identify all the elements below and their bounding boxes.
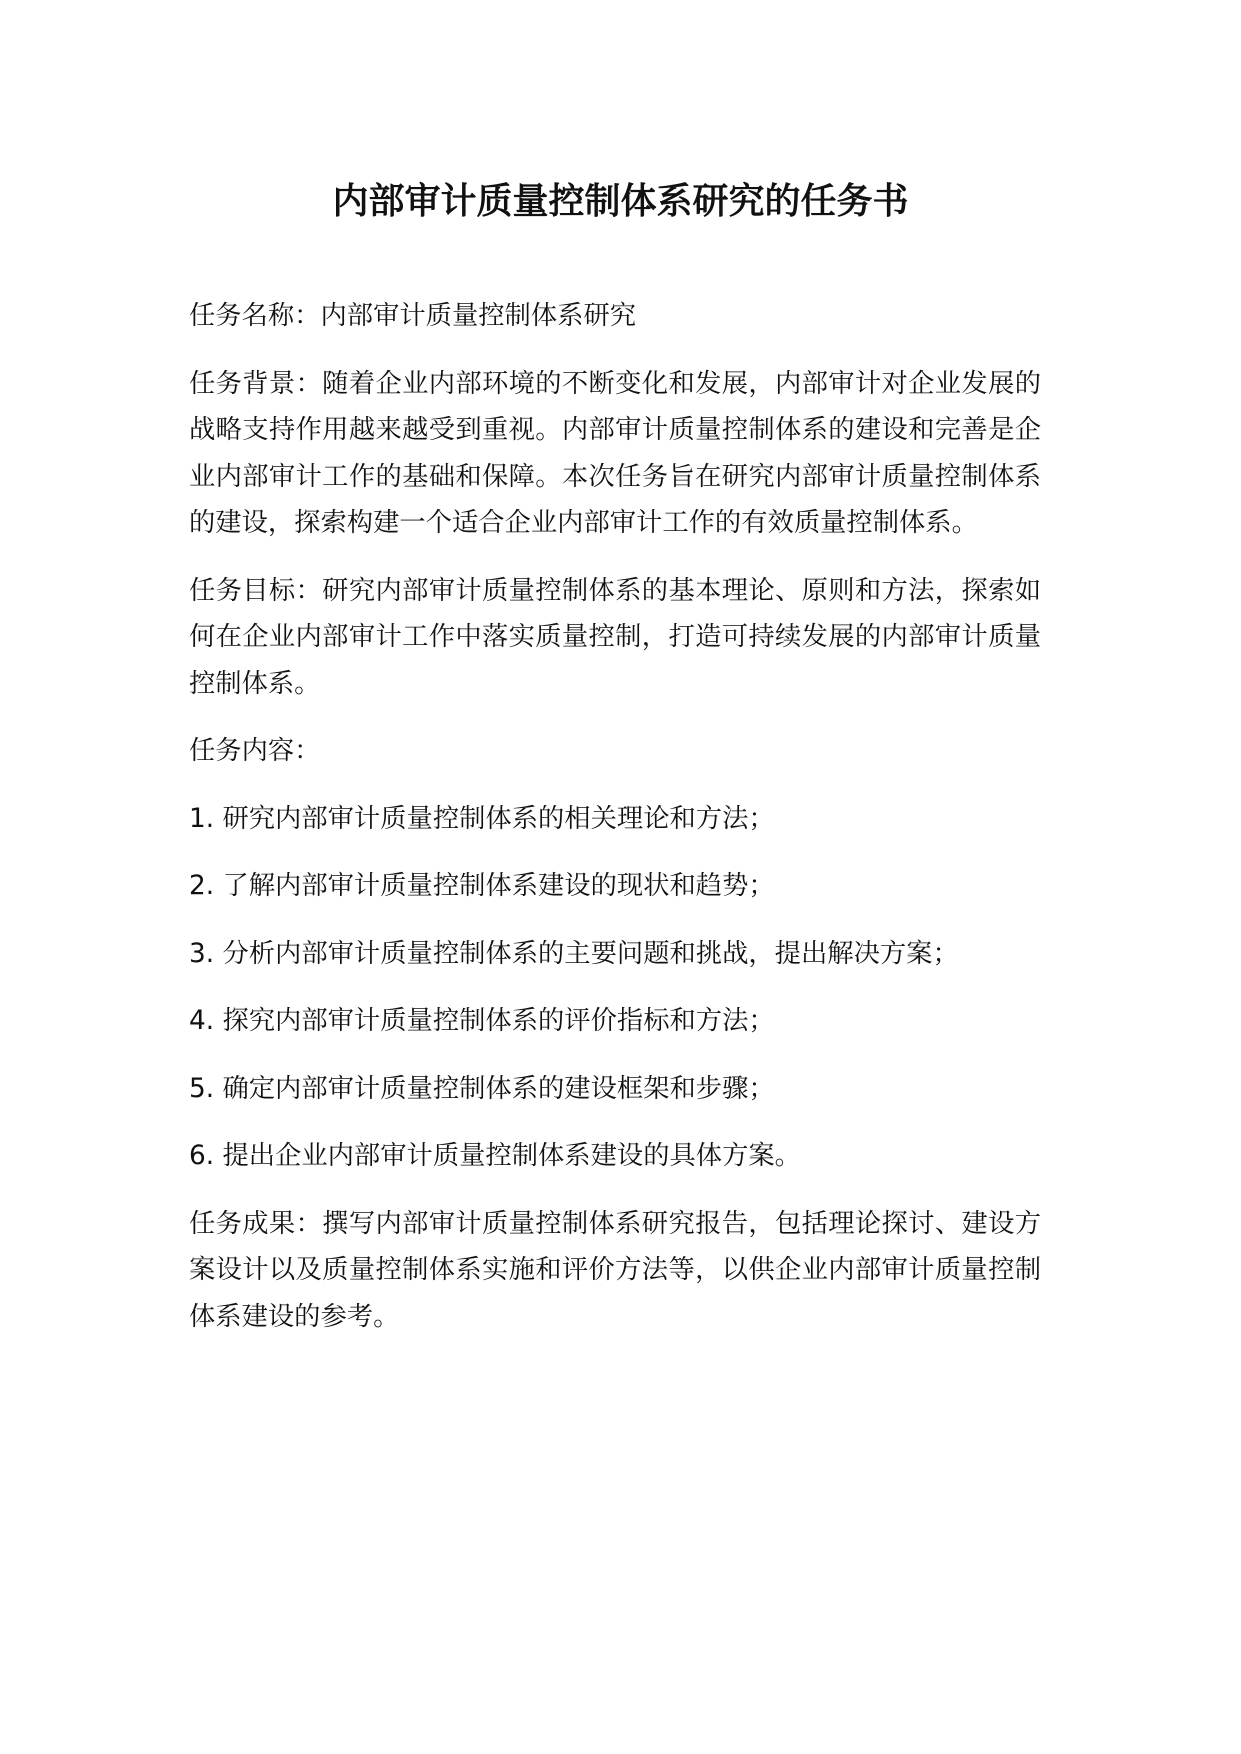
task-content-item: 2. 了解内部审计质量控制体系建设的现状和趋势； (189, 871, 775, 901)
task-name-paragraph: 任务名称：内部审计质量控制体系研究 (189, 301, 637, 331)
task-goal-paragraph: 任务目标：研究内部审计质量控制体系的基本理论、原则和方法，探索如何在企业内部审计工作中落实质量控制，打造可持续发展的内部审计质量控制体系。 (189, 575, 1041, 699)
task-content-item: 1. 研究内部审计质量控制体系的相关理论和方法； (189, 803, 775, 834)
task-background-paragraph: 任务背景：随着企业内部环境的不断变化和发展，内部审计对企业发展的战略支持作用越来越受到重视。内部审计质量控制体系的建设和完善是企业内部审计工作的基础和保障。本次任务旨在研究内部审计质量控制体系的建设，探索构建一个适合企业内部审计工作的有效质量控制体系。 (189, 368, 1041, 538)
task-content-item: 6. 提出企业内部审计质量控制体系建设的具体方案。 (189, 1141, 801, 1171)
task-content-item: 3. 分析内部审计质量控制体系的主要问题和挑战，提出解决方案； (189, 938, 959, 969)
document-title: 内部审计质量控制体系研究的任务书 (332, 181, 909, 222)
task-content-item: 4. 探究内部审计质量控制体系的评价指标和方法； (189, 1006, 775, 1036)
document-body (189, 293, 1041, 1361)
task-content-item: 5. 确定内部审计质量控制体系的建设框架和步骤； (189, 1073, 775, 1104)
task-results-paragraph: 任务成果：撰写内部审计质量控制体系研究报告，包括理论探讨、建设方案设计以及质量控制体系实施和评价方法等，以供企业内部审计质量控制体系建设的参考。 (189, 1208, 1041, 1332)
task-content-heading: 任务内容： (189, 736, 321, 766)
